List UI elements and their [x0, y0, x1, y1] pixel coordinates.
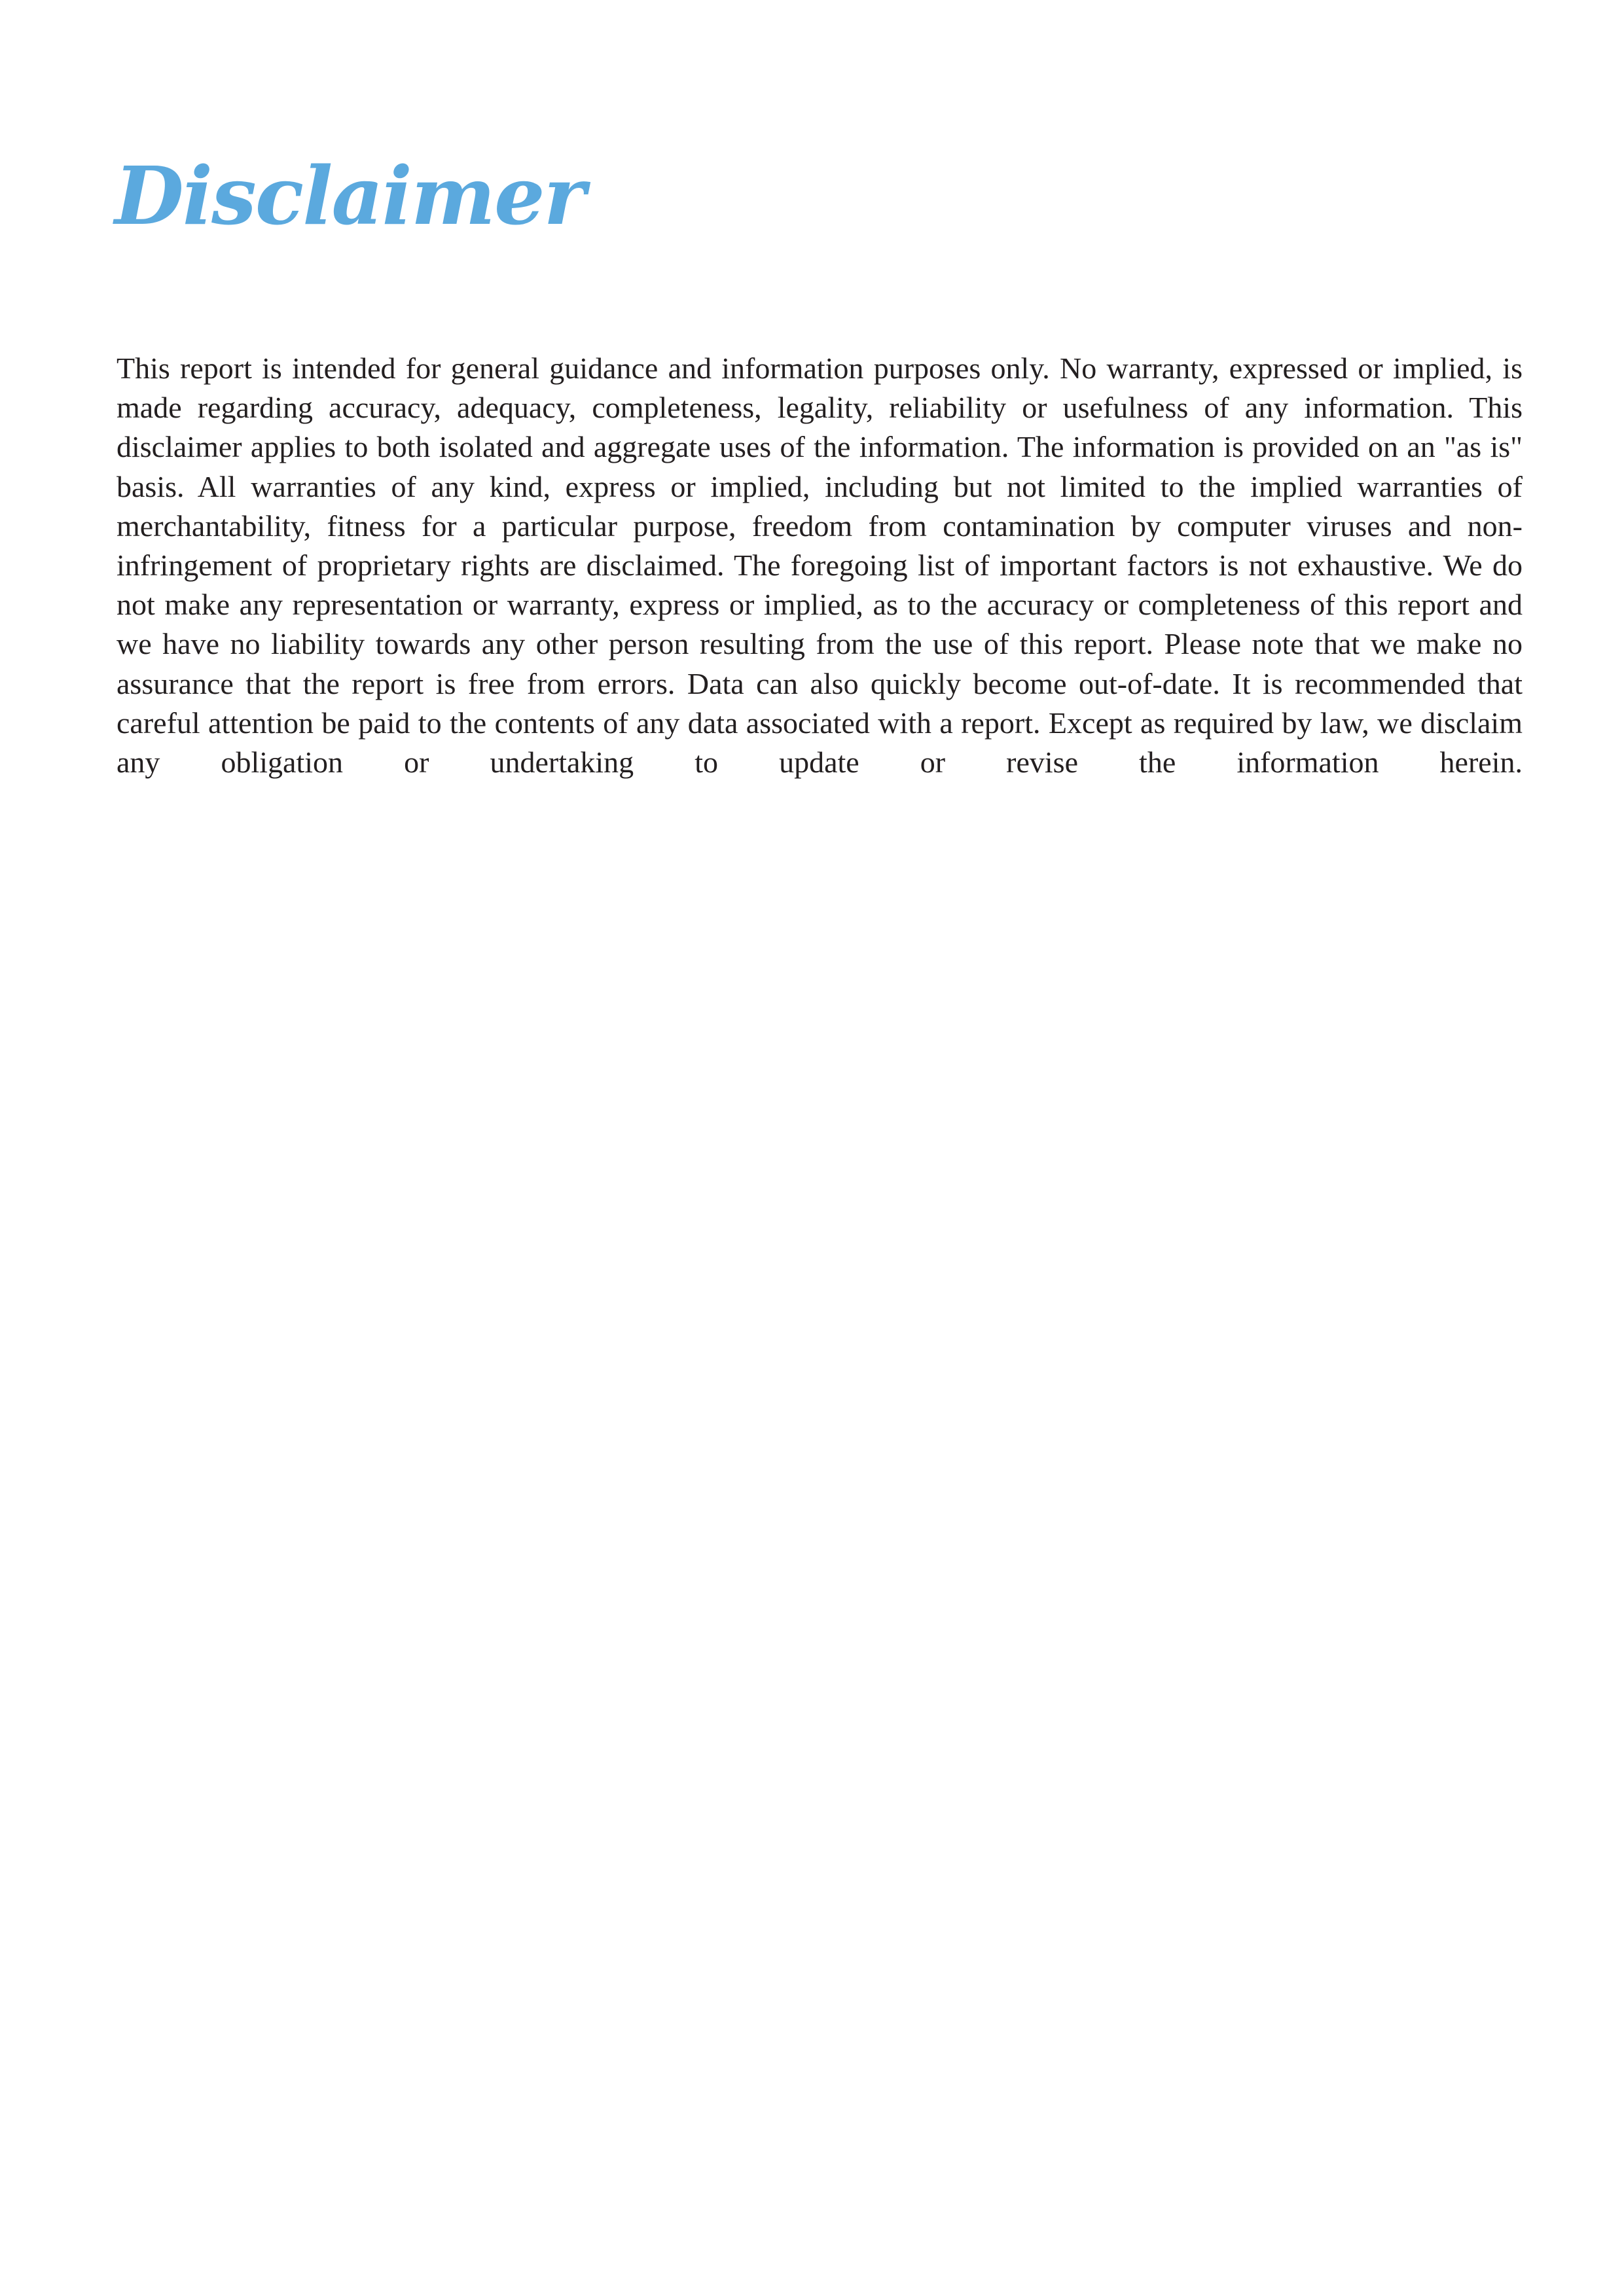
page-title: Disclaimer: [115, 149, 585, 243]
disclaimer-paragraph: This report is intended for general guidance and information purposes only. No warranty, expressed or implied, is made regarding accuracy, adequacy, completeness, legality, reliability or usefulness of any information. This disclaimer applies to both isolated and aggregate uses of the information. The information is provided on an "as is" basis. All warranties of any kind, express or implied, including but not limited to the implied warranties of merchantability, fitness for a particular purpose, freedom from contamination by computer viruses and non-infringement of proprietary rights are disclaimed. The foregoing list of important factors is not exhaustive. We do not make any representation or warranty, express or implied, as to the accuracy or completeness of this report and we have no liability towards any other person resulting from the use of this report. Please note that we make no assurance that the report is free from errors. Data can also quickly become out-of-date. It is recommended that careful attention be paid to the contents of any data associated with a report. Except as required by law, we disclaim any obligation or undertaking to update or revise the information herein.: [117, 351, 1523, 780]
